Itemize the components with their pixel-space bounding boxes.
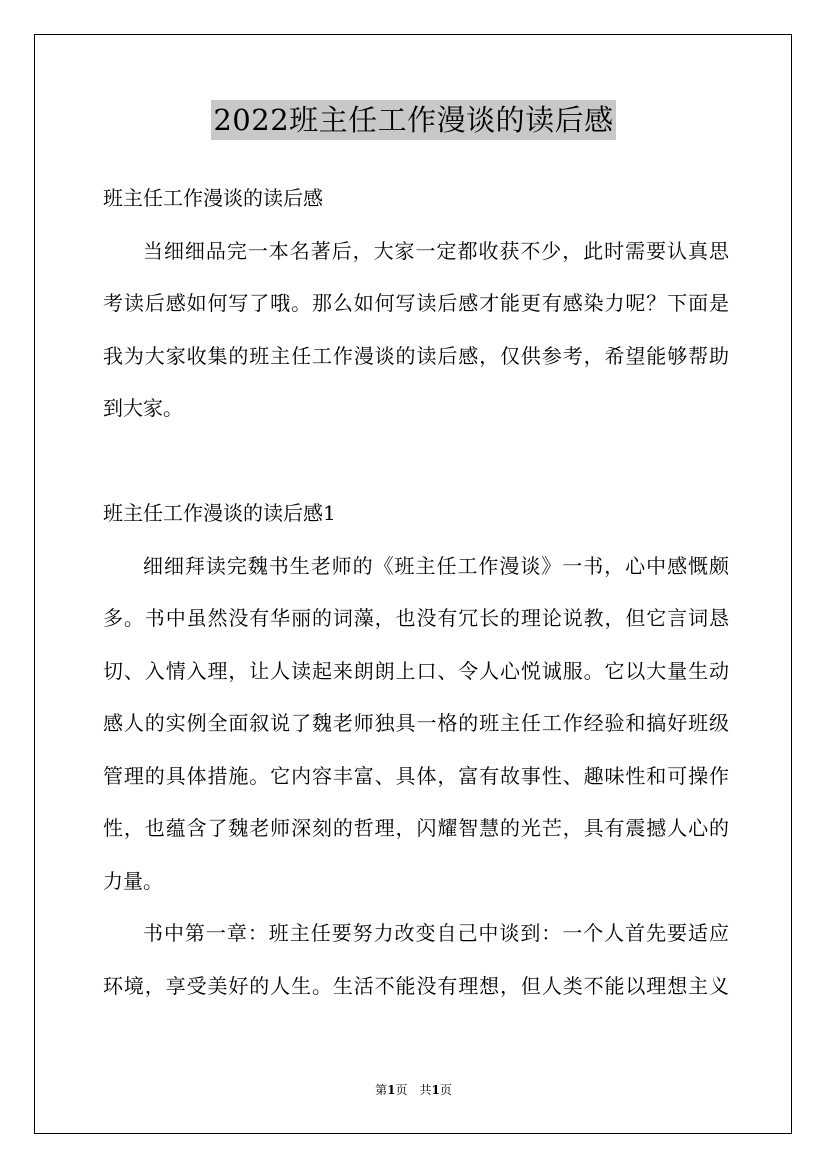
subtitle-line: 班主任工作漫谈的读后感 bbox=[103, 186, 323, 210]
paragraph-line: 当细细品完一本名著后，大家一定都收获不少，此时需要认真思 bbox=[143, 238, 729, 263]
paragraph-line: 感人的实例全面叙说了魏老师独具一格的班主任工作经验和搞好班级 bbox=[103, 711, 729, 735]
paragraph-line: 管理的具体措施。它内容丰富、具体，富有故事性、趣味性和可操作 bbox=[103, 763, 729, 788]
paragraph-line: 书中第一章：班主任要努力改变自己中谈到：一个人首先要适应 bbox=[143, 921, 729, 945]
document-body bbox=[103, 172, 729, 1012]
footer-page-suffix: 页 bbox=[439, 1083, 452, 1097]
paragraph-line: 多。书中虽然没有华丽的词藻，也没有冗长的理论说教，但它言词恳 bbox=[103, 606, 729, 630]
title-container bbox=[0, 100, 827, 140]
section-heading: 班主任工作漫谈的读后感1 bbox=[103, 501, 336, 525]
paragraph-line: 力量。 bbox=[103, 868, 163, 893]
paragraph-line: 性，也蕴含了魏老师深刻的哲理，闪耀智慧的光芒，具有震撼人心的 bbox=[103, 816, 729, 840]
footer-page-number: 1 bbox=[387, 1083, 396, 1097]
footer-page-prefix: 第 bbox=[375, 1083, 388, 1097]
paragraph-line: 细细拜读完魏书生老师的《班主任工作漫谈》一书，心中感慨颇 bbox=[143, 553, 729, 578]
paragraph-line: 我为大家收集的班主任工作漫谈的读后感，仅供参考，希望能够帮助 bbox=[103, 343, 729, 368]
page-footer bbox=[0, 1082, 827, 1098]
blank-line bbox=[103, 435, 729, 488]
paragraph-line: 切、入情入理，让人读起来朗朗上口、令人心悦诚服。它以大量生动 bbox=[103, 658, 729, 683]
document-title: 2022班主任工作漫谈的读后感 bbox=[211, 100, 615, 140]
paragraph-line: 考读后感如何写了哦。那么如何写读后感才能更有感染力呢？下面是 bbox=[103, 291, 729, 315]
paragraph-line: 到大家。 bbox=[103, 396, 183, 420]
paragraph-line: 环境，享受美好的人生。生活不能没有理想，但人类不能以理想主义 bbox=[103, 973, 729, 998]
footer-page-total: 1 bbox=[431, 1083, 440, 1097]
footer-page-mid: 页 共 bbox=[395, 1083, 432, 1097]
